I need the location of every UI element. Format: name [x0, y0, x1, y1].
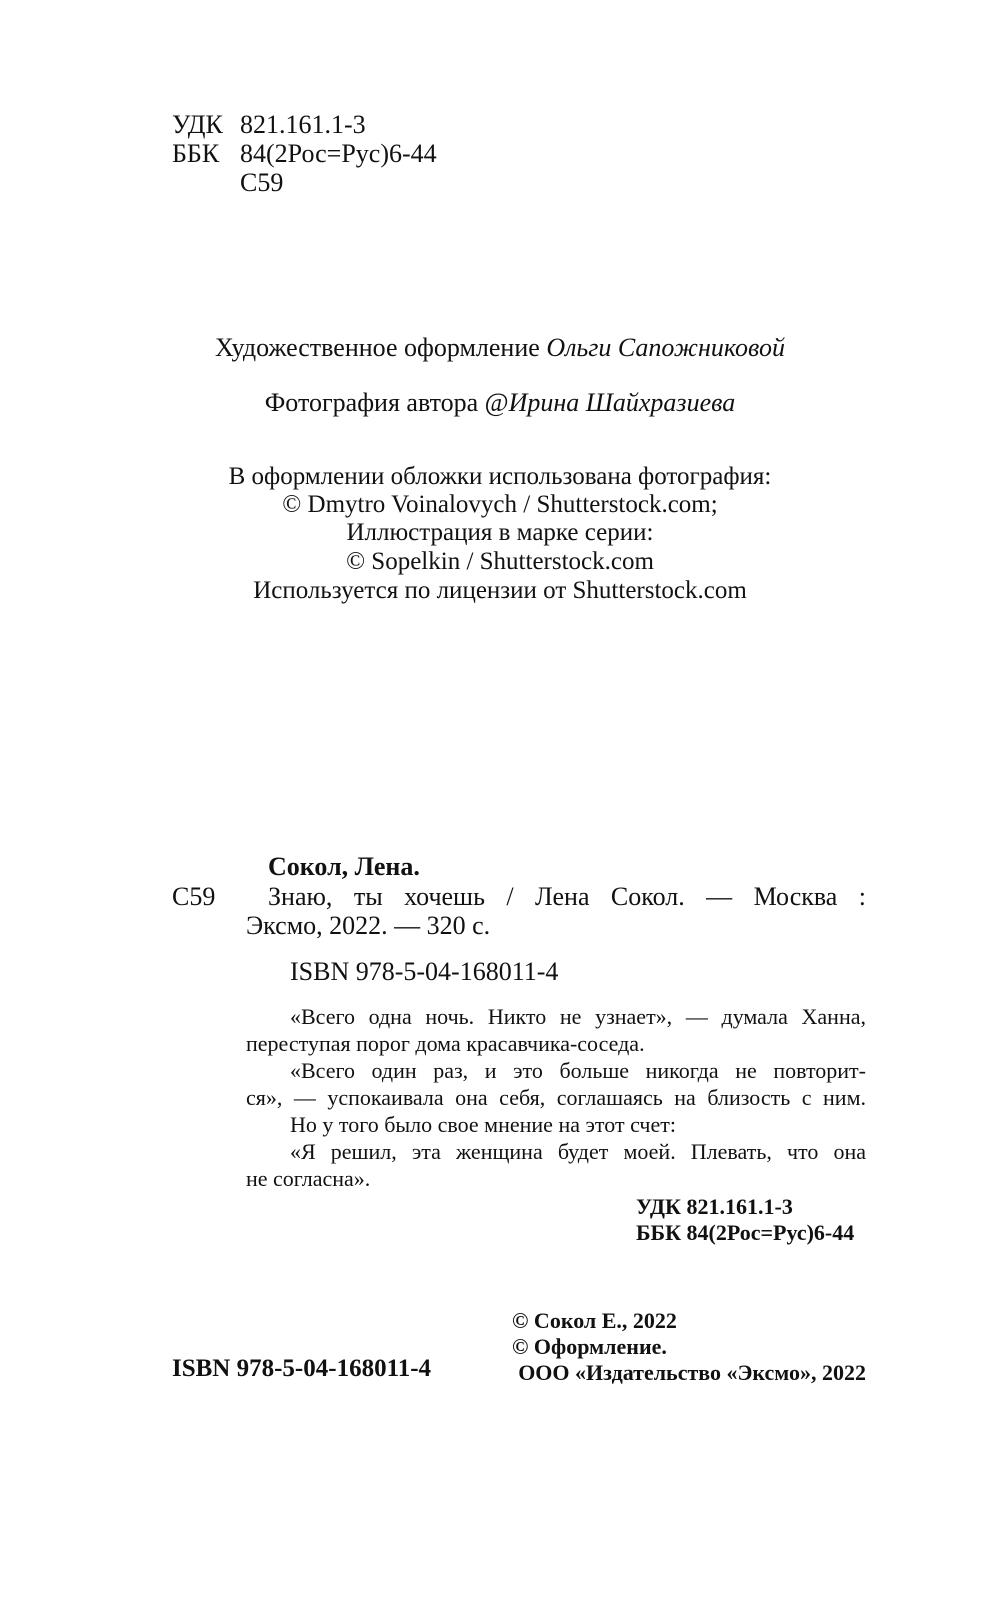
photo-credit: [0, 388, 1000, 418]
bbk-label: ББК: [172, 139, 220, 168]
cover-credit-line-3: Иллюстрация в марке серии:: [346, 519, 654, 546]
annotation-line-6: «Я решил, эта женщина будет моей. Плевать, что она: [290, 1139, 866, 1164]
design-credit-name: Ольги Сапожниковой: [546, 333, 785, 362]
annotation-line-1: «Всего одна ночь. Никто не узнает», — думала Ханна,: [290, 1004, 866, 1029]
bbk-value: 84(2Рос=Рус)6-44: [240, 139, 437, 168]
cover-credit-line-4: © Sopelkin / Shutterstock.com: [346, 548, 654, 575]
cover-credit-line-5: Используется по лицензии от Shutterstock.com: [253, 577, 747, 604]
annotation-line-7: не согласна».: [246, 1166, 371, 1191]
photo-credit-name: Ирина Шайхразиева: [508, 388, 736, 417]
catalog-title-line-2: Эксмо, 2022. — 320 с.: [246, 911, 491, 940]
catalog-title-line-1: Знаю, ты хочешь / Лена Сокол. — Москва :: [268, 882, 866, 911]
cover-credit-line-1: В оформлении обложки использована фотография:: [228, 463, 772, 490]
footer-isbn: ISBN 978-5-04-168011-4: [172, 1355, 432, 1382]
author-sign: С59: [240, 168, 284, 197]
annotation-line-2: переступая порог дома красавчика-соседа.: [246, 1031, 645, 1056]
cover-credit-line-2: © Dmytro Voinalovych / Shutterstock.com;: [282, 491, 718, 518]
catalog-isbn: ISBN 978-5-04-168011-4: [290, 957, 559, 986]
bottom-bbk: ББК 84(2Рос=Рус)6-44: [636, 1220, 855, 1245]
udk-value: 821.161.1-3: [240, 110, 366, 139]
annotation-line-3: «Всего один раз, и это больше никогда не повторит-: [290, 1058, 866, 1083]
copyright-author: © Сокол Е., 2022: [512, 1308, 677, 1333]
design-credit-prefix: Художественное оформление: [215, 333, 540, 362]
copyright-design: © Оформление.: [512, 1334, 667, 1359]
catalog-sign: С59: [172, 882, 216, 911]
annotation-line-4: ся», — успокаивала она себя, соглашаясь на близость с ним.: [246, 1085, 866, 1110]
design-credit: [0, 333, 1000, 363]
photo-credit-prefix: Фотография автора @: [264, 388, 509, 417]
annotation-line-5: Но у того было свое мнение на этот счет:: [290, 1112, 676, 1137]
udk-label: УДК: [172, 110, 223, 139]
copyright-publisher: ООО «Издательство «Эксмо», 2022: [518, 1360, 866, 1385]
bottom-udk: УДК 821.161.1-3: [636, 1194, 793, 1219]
catalog-author: Сокол, Лена.: [268, 852, 420, 881]
